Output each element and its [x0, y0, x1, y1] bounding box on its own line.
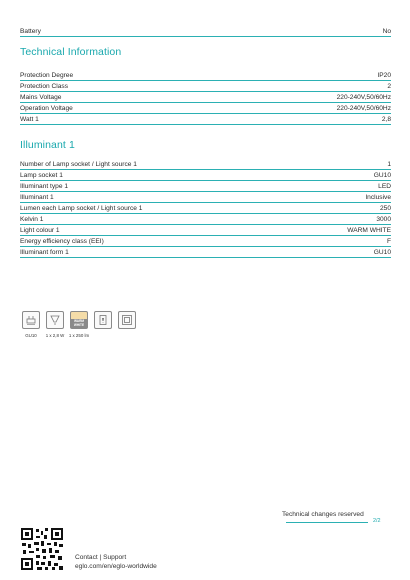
row-key: Watt 1 [20, 116, 39, 123]
table-row [20, 236, 391, 247]
warm-white-label: WARM WHITE [73, 319, 85, 327]
table-row [20, 114, 391, 125]
row-value: 220-240V,50/60Hz [336, 94, 391, 101]
table-row [20, 247, 391, 258]
row-value: 250 [379, 205, 391, 212]
section-title-illuminant: Illuminant 1 [20, 139, 75, 151]
row-value: 2 [387, 83, 391, 90]
table-row [20, 92, 391, 103]
icon-cell [44, 311, 66, 339]
section-title-technical: Technical Information [20, 46, 122, 58]
contact-block [75, 553, 157, 571]
row-value: GU10 [373, 172, 391, 179]
row-key: Energy efficiency class (EEI) [20, 238, 104, 245]
table-row [20, 103, 391, 114]
row-value: 220-240V,50/60Hz [336, 105, 391, 112]
row-key: Kelvin 1 [20, 216, 44, 223]
row-key: Protection Class [20, 83, 69, 90]
row-key: Illuminant type 1 [20, 183, 69, 190]
bulb-included-icon [94, 311, 112, 329]
table-row [20, 181, 391, 192]
website-link[interactable]: eglo.com/en/eglo-worldwide [75, 563, 157, 570]
row-key: Protection Degree [20, 72, 74, 79]
icon-caption: GU10 [25, 333, 37, 338]
table-row [20, 203, 391, 214]
qr-code-icon [20, 527, 64, 571]
table-row [20, 192, 391, 203]
warm-white-icon [70, 311, 88, 329]
row-value: 3000 [376, 216, 391, 223]
lamp-watt-icon [46, 311, 64, 329]
row-key: Mains Voltage [20, 94, 62, 101]
row-value: WARM WHITE [347, 227, 391, 234]
row-value: GU10 [373, 249, 391, 256]
row-value: F [386, 238, 391, 245]
row-value: 2,8 [381, 116, 391, 123]
table-row [20, 81, 391, 92]
table-row [20, 214, 391, 225]
icon-cell [20, 311, 42, 339]
battery-row [20, 26, 391, 37]
row-value: 1 [387, 161, 391, 168]
row-key: Illuminant form 1 [20, 249, 69, 256]
row-value: Inclusive [365, 194, 391, 201]
technical-changes-note: Technical changes reserved [282, 511, 364, 518]
row-key: Number of Lamp socket / Light source 1 [20, 161, 137, 168]
row-key: Illuminant 1 [20, 194, 54, 201]
table-row [20, 159, 391, 170]
row-key: Light colour 1 [20, 227, 60, 234]
icon-caption: 1 x 250 lm [68, 333, 90, 338]
table-row [20, 225, 391, 236]
row-key: Lamp socket 1 [20, 172, 63, 179]
row-key: Lumen each Lamp socket / Light source 1 [20, 205, 143, 212]
table-row [20, 170, 391, 181]
icon-caption: 1 x 2,8 W [45, 333, 65, 338]
divider [286, 522, 368, 523]
contact-support-link[interactable]: Contact | Support [75, 554, 127, 561]
icon-cell [68, 311, 90, 339]
icon-cell [116, 311, 138, 339]
gu10-socket-icon [22, 311, 40, 329]
row-value: LED [378, 183, 391, 190]
row-value: No [382, 28, 391, 35]
icon-cell [92, 311, 114, 339]
feature-icons [20, 311, 138, 339]
row-key: Battery [20, 28, 41, 35]
protection-class-icon [118, 311, 136, 329]
page-number: 2/2 [373, 518, 381, 524]
row-value: IP20 [377, 72, 391, 79]
row-key: Operation Voltage [20, 105, 73, 112]
table-row [20, 70, 391, 81]
